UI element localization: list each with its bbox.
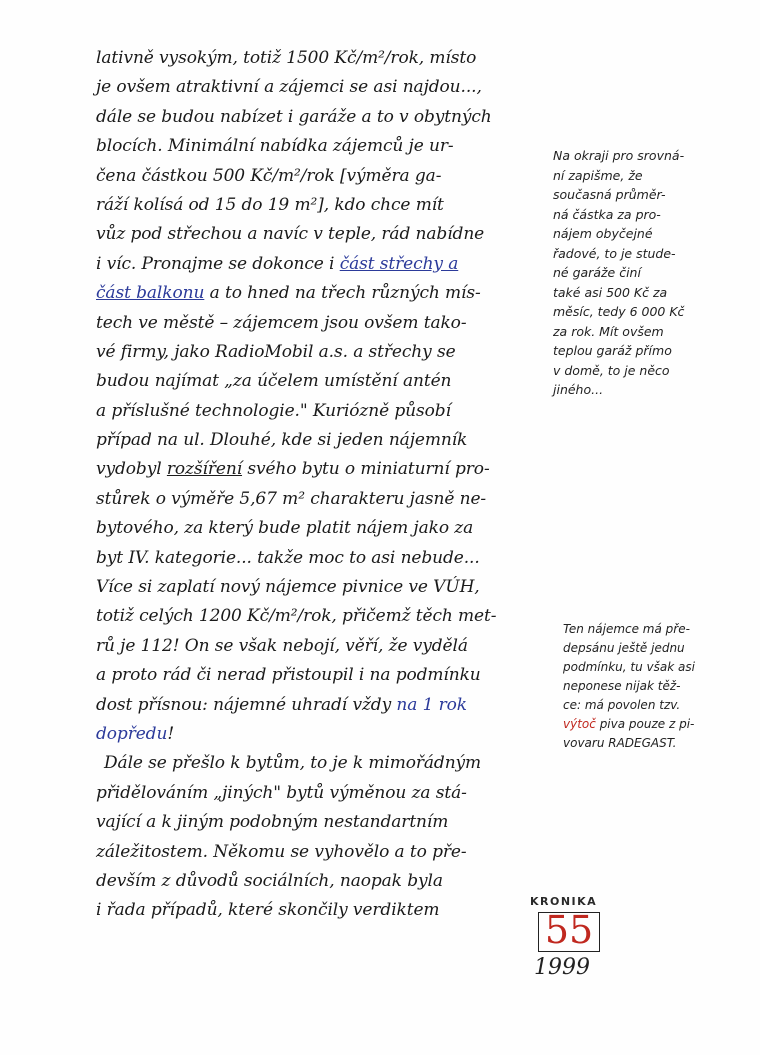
note-line: vovaru RADEGAST. <box>563 736 677 750</box>
text-line: Dále se přešlo k bytům, to je k mimořádným <box>104 753 482 774</box>
note-line-with-red-word <box>563 715 748 734</box>
text-line: je ovšem atraktivní a zájemci se asi najdou..., <box>96 77 482 98</box>
note-line: nájem obyčejné <box>553 226 653 241</box>
margin-note-garages <box>553 146 743 400</box>
text-line-with-highlight <box>96 691 546 720</box>
note-line: měsíc, tedy 6 000 Kč <box>553 304 685 319</box>
note-line: Na okraji pro srovná- <box>553 148 685 163</box>
text-line: rů je 112! On se však nebojí, věří, že vydělá <box>96 635 468 656</box>
note-line: neponese nijak těž- <box>563 679 681 693</box>
underlined-word: rozšíření <box>166 459 243 480</box>
text-line: ráží kolísá od 15 do 19 m²], kdo chce mít <box>96 194 444 215</box>
text-line: devším z důvodů sociálních, naopak byla <box>96 870 443 891</box>
text-line: záležitostem. Někomu se vyhovělo a to pře- <box>96 841 467 862</box>
text-line-with-highlight <box>96 720 546 749</box>
blue-highlight-one-year: na 1 rok <box>396 694 467 715</box>
margin-note-pub-tenant <box>563 620 748 753</box>
text-segment: svého bytu o miniaturní pro- <box>247 459 490 480</box>
text-line: případ na ul. Dlouhé, kde si jeden nájemník <box>96 430 468 451</box>
text-line: lativně vysokým, totiž 1500 Kč/m²/rok, místo <box>96 48 477 68</box>
note-line: teplou garáž přímo <box>553 343 672 358</box>
note-line: jiného... <box>553 382 604 397</box>
page-number: 55 <box>544 908 594 952</box>
note-line: ce: má povolen tzv. <box>563 698 681 712</box>
note-segment: piva pouze z pi- <box>599 717 695 731</box>
text-line: a proto rád či nerad přistoupil i na podmínku <box>96 665 481 686</box>
text-line: tech ve městě – zájemcem jsou ovšem tako- <box>96 312 467 333</box>
note-line: současná průměr- <box>553 187 666 202</box>
text-line: vající a k jiným podobným nestandartním <box>96 812 449 833</box>
blue-highlight-roof: část střechy a <box>339 253 459 274</box>
blue-highlight-balcony: část balkonu <box>96 283 205 304</box>
text-line: vůz pod střechou a navíc v teple, rád nabídne <box>96 224 485 245</box>
text-line-with-underline <box>96 455 546 484</box>
note-line: za rok. Mít ovšem <box>553 323 664 339</box>
text-line: přidělováním „jiných" bytů výměnou za stá- <box>96 782 467 803</box>
text-line: dále se budou nabízet i garáže a to v obytných <box>96 106 492 127</box>
text-line: stůrek o výměře 5,67 m² charakteru jasně ne- <box>96 488 487 509</box>
text-line: budou najímat „za účelem umístění antén <box>96 371 452 392</box>
note-line: řadové, to je stude- <box>553 245 676 261</box>
text-line: a příslušné technologie." Kuriózně působí <box>96 400 451 421</box>
main-text-column <box>96 44 546 926</box>
note-line: depsánu ještě jednu <box>563 641 685 655</box>
text-line-with-highlight <box>96 279 546 308</box>
text-segment: i víc. Pronajme se dokonce i <box>96 253 335 274</box>
page-footer-stamp <box>526 895 616 987</box>
text-line: i řada případů, které skončily verdiktem <box>96 900 440 921</box>
note-line: ná částka za pro- <box>553 206 661 222</box>
red-highlight-word: výtoč <box>563 717 596 731</box>
text-line: vé firmy, jako RadioMobil a.s. a střechy se <box>96 341 456 362</box>
text-line: čena částkou 500 Kč/m²/rok [výměra ga- <box>96 165 442 186</box>
note-line: Ten nájemce má pře- <box>563 622 690 636</box>
text-line: byt IV. kategorie... takže moc to asi nebude... <box>96 547 480 568</box>
note-line: ní zapišme, že <box>553 167 643 183</box>
blue-highlight-in-advance: dopředu <box>96 723 168 744</box>
chronicle-year: 1999 <box>534 955 590 980</box>
text-line: totiž celých 1200 Kč/m²/rok, přičemž těch met- <box>96 606 497 627</box>
text-segment: a to hned na třech různých mís- <box>209 283 481 304</box>
text-line: blocích. Minimální nabídka zájemců je ur- <box>96 136 454 157</box>
text-line: Více si zaplatí nový nájemce pivnice ve VÚH, <box>96 577 480 598</box>
note-line: né garáže činí <box>553 265 641 280</box>
text-segment: dost přísnou: nájemné uhradí vždy <box>96 694 392 715</box>
text-line: bytového, za který bude platit nájem jako za <box>96 518 474 539</box>
text-line-with-highlight <box>96 250 546 279</box>
note-line: v domě, to je něco <box>553 362 670 378</box>
text-segment: vydobyl <box>96 459 162 480</box>
note-line: podmínku, tu však asi <box>563 660 695 674</box>
exclamation-mark: ! <box>167 723 175 744</box>
note-line: také asi 500 Kč za <box>553 284 668 300</box>
kronika-label: KRONIKA <box>530 895 598 908</box>
